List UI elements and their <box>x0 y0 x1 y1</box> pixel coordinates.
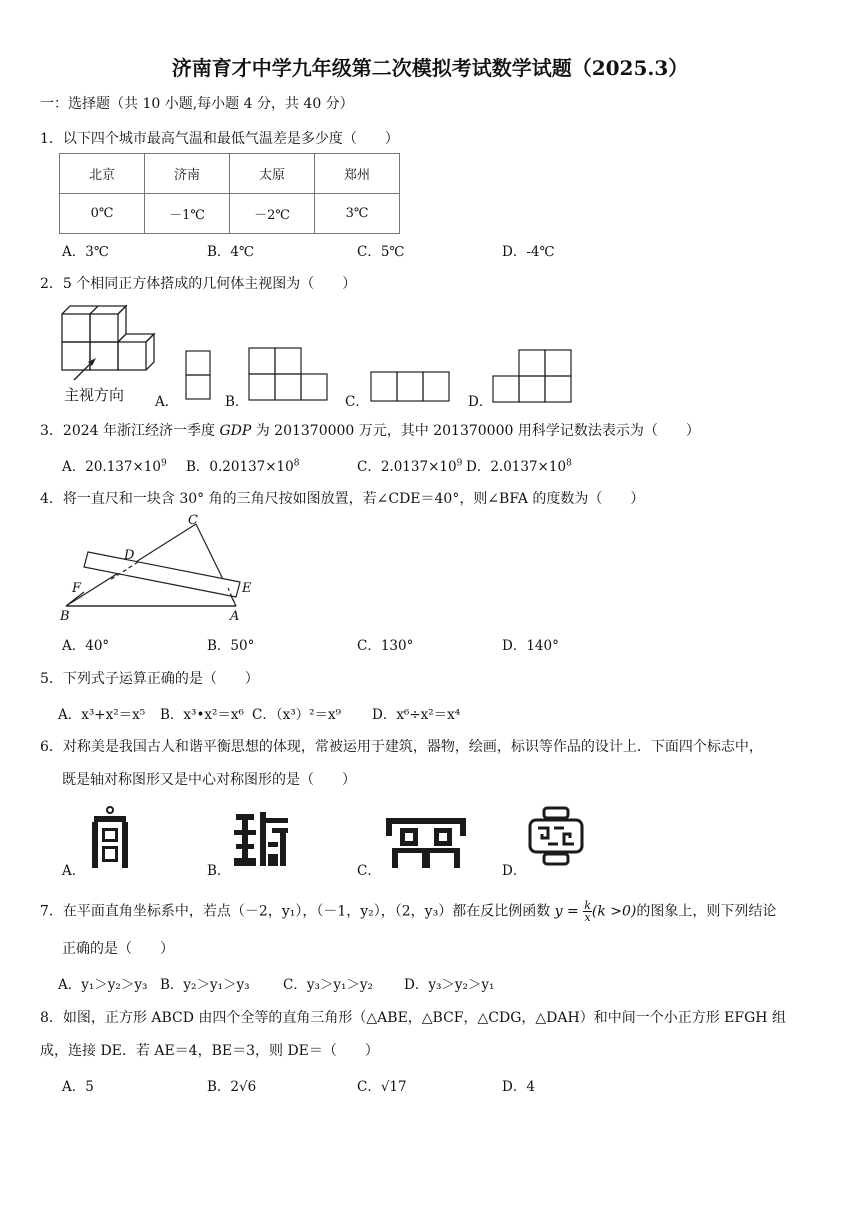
q5-stem: 5．下列式子运算正确的是（ ） <box>40 671 259 687</box>
q2-label-b: B． <box>225 394 249 410</box>
q3-stem <box>40 420 700 440</box>
q6-label-a: A． <box>62 863 86 879</box>
q7-func-y: y <box>554 903 563 920</box>
table-cell: －1℃ <box>145 194 230 234</box>
q3-option-text: D．2.0137×10 <box>466 459 567 475</box>
section-heading: 一：选择题（共 10 小题,每小题 4 分，共 40 分） <box>40 96 354 112</box>
q3-option-text: A．20.137×10 <box>62 459 161 475</box>
q7-fraction-numerator: k <box>584 899 591 912</box>
q8-stem-line2: 成，连接 DE．若 AE＝4，BE＝3，则 DE＝（ ） <box>40 1043 379 1059</box>
q8-option-c: C．√17 <box>357 1079 407 1095</box>
q2-label-c: C． <box>345 394 369 410</box>
q6-label-c: C． <box>357 863 381 879</box>
q7-option-b: B．y₂＞y₁＞y₃ <box>160 977 250 993</box>
q1-stem: 1．以下四个城市最高气温和最低气温差是多少度（ ） <box>40 131 399 147</box>
q5-option-d: D．x⁶÷x²＝x⁴ <box>372 707 461 723</box>
q2-label-d: D． <box>468 394 493 410</box>
point-d-label: D <box>124 548 135 563</box>
table-cell: －2℃ <box>230 194 315 234</box>
q7-func-condition: (k >0) <box>591 903 637 920</box>
q3-option-text: C．2.0137×10 <box>357 459 457 475</box>
q3-stem-gdp: GDP <box>219 423 252 439</box>
q8-stem-line1: 8．如图，正方形 ABCD 由四个全等的直角三角形（△ABE，△BCF，△CDG，△DAH）和中间一个小正方形 EFGH 组 <box>40 1010 786 1026</box>
q3-stem-text: 为 201370000 万元，其中 201370000 用科学记数法表示为（ ） <box>251 423 700 439</box>
view-option-b <box>248 346 330 402</box>
q1-option-d: D．-4℃ <box>502 244 555 260</box>
q2-label-a: A． <box>155 394 179 410</box>
view-option-d <box>492 348 574 404</box>
logo-c-icon <box>386 818 466 868</box>
logo-d-icon <box>528 806 584 866</box>
q8-option-d: D．4 <box>502 1079 535 1095</box>
q1-option-b: B．4℃ <box>207 244 255 260</box>
q8-option-a: A．5 <box>62 1079 94 1095</box>
q6-label-d: D． <box>502 863 527 879</box>
q7-option-a: A．y₁＞y₂＞y₃ <box>58 977 148 993</box>
temperature-table <box>59 153 400 234</box>
q1-option-c: C．5℃ <box>357 244 405 260</box>
point-b-label: B <box>60 609 70 624</box>
table-header: 太原 <box>230 154 315 194</box>
q4-stem: 4．将一直尺和一块含 30° 角的三角尺按如图放置，若∠CDE＝40°，则∠BFA 的度数为（ ） <box>40 491 645 507</box>
view-direction-label: 主视方向 <box>64 386 125 404</box>
ruler-triangle-figure <box>58 512 268 627</box>
table-header: 济南 <box>145 154 230 194</box>
q7-option-c: C．y₃＞y₁＞y₂ <box>283 977 373 993</box>
q5-option-c: C．（x³）²＝x⁹ <box>252 707 342 723</box>
view-option-c <box>370 371 452 403</box>
q3-option-b <box>186 455 299 475</box>
page-title: 济南育才中学九年级第二次模拟考试数学试题（2025.3） <box>171 56 689 80</box>
q3-option-text: B．0.20137×10 <box>186 459 294 475</box>
q4-option-b: B．50° <box>207 638 255 654</box>
q4-option-c: C．130° <box>357 638 414 654</box>
q6-label-b: B． <box>207 863 231 879</box>
q6-stem-line1: 6．对称美是我国古人和谐平衡思想的体现，常被运用于建筑，器物，绘画，标识等作品的设计上．下面四个标志中， <box>40 739 763 755</box>
q8-option-b: B．2√6 <box>207 1079 257 1095</box>
point-e-label: E <box>242 581 252 596</box>
q3-option-a <box>62 455 167 475</box>
q3-option-d <box>466 455 572 475</box>
q3-option-exponent: 8 <box>293 458 300 469</box>
arrow-icon <box>70 356 110 386</box>
q4-option-d: D．140° <box>502 638 559 654</box>
view-option-a <box>185 350 215 402</box>
q7-fraction <box>583 900 592 923</box>
logo-b-icon <box>234 812 294 868</box>
q3-option-exponent: 9 <box>456 458 463 469</box>
q5-option-a: A．x³+x²＝x⁵ <box>58 707 146 723</box>
point-c-label: C <box>188 513 198 528</box>
q7-func-eq: = <box>567 903 579 920</box>
q7-stem-line2: 正确的是（ ） <box>62 941 174 957</box>
q7-stem-text: 7．在平面直角坐标系中，若点（－2，y₁），（－1，y₂），（2，y₃）都在反比例函数 <box>40 903 555 920</box>
q6-stem-line2: 既是轴对称图形又是中心对称图形的是（ ） <box>62 772 356 788</box>
q5-option-b: B．x³•x²＝x⁶ <box>160 707 244 723</box>
point-f-label: F <box>72 581 82 596</box>
q3-option-exponent: 9 <box>160 458 167 469</box>
q3-stem-text: 3．2024 年浙江经济一季度 <box>40 423 220 439</box>
logo-a-icon <box>90 806 130 868</box>
q2-stem: 2．5 个相同正方体搭成的几何体主视图为（ ） <box>40 276 357 292</box>
q4-option-a: A．40° <box>62 638 110 654</box>
q7-stem-text: 的图象上，则下列结论 <box>636 903 777 920</box>
point-a-label: A <box>230 609 240 624</box>
q7-fraction-denominator: x <box>584 911 591 924</box>
q7-option-d: D．y₃＞y₂＞y₁ <box>404 977 495 993</box>
q7-stem-line1 <box>40 900 776 923</box>
q3-option-c <box>357 455 462 475</box>
table-cell: 0℃ <box>60 194 145 234</box>
q1-option-a: A．3℃ <box>62 244 109 260</box>
q3-option-exponent: 8 <box>566 458 572 469</box>
table-cell: 3℃ <box>315 194 400 234</box>
table-header: 郑州 <box>315 154 400 194</box>
table-header: 北京 <box>60 154 145 194</box>
